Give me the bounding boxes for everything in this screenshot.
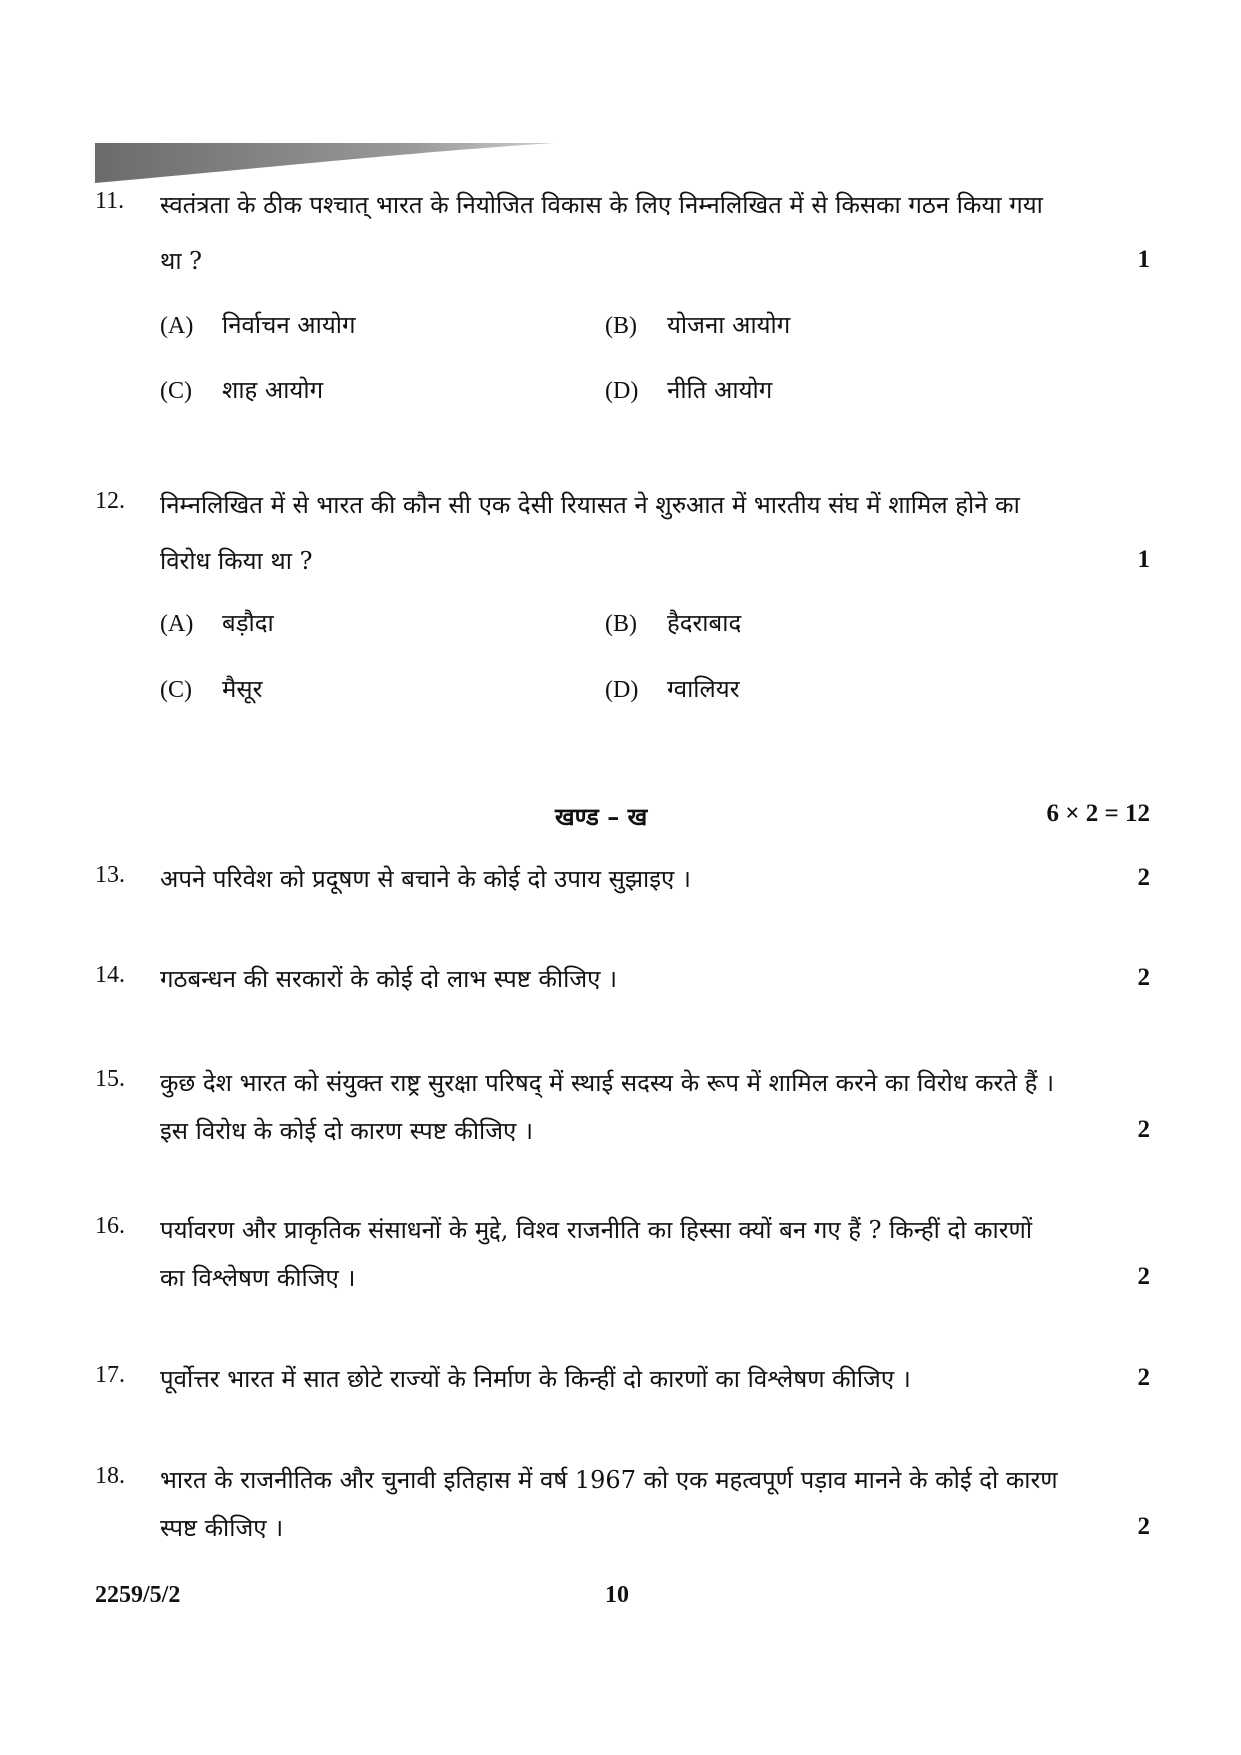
page-number: 10 [605, 1582, 629, 1608]
question-marks: 2 [1137, 1263, 1150, 1290]
question-number: 16. [95, 1213, 125, 1239]
paper-code: 2259/5/2 [95, 1582, 181, 1608]
question-number: 13. [95, 862, 125, 888]
question-marks: 1 [1137, 546, 1150, 573]
question-number: 12. [95, 488, 125, 514]
question-marks: 2 [1137, 864, 1150, 891]
section-title: खण्ड – ख [555, 802, 648, 831]
question-text-line-1: अपने परिवेश को प्रदूषण से बचाने के कोई दो उपाय सुझाइए । [160, 865, 691, 893]
question-text-line-1: पूर्वोत्तर भारत में सात छोटे राज्यों के निर्माण के किन्हीं दो कारणों का विश्लेषण कीजिए । [160, 1365, 911, 1393]
option-b: (B) हैदराबाद [605, 609, 742, 637]
question-text-line-2: था ? [160, 247, 203, 275]
question-text-line-2: का विश्लेषण कीजिए । [160, 1264, 356, 1292]
question-text-line-1: कुछ देश भारत को संयुक्त राष्ट्र सुरक्षा परिषद् में स्थाई सदस्य के रूप में शामिल करने का विरोध करते हैं । [160, 1069, 1055, 1097]
question-marks: 2 [1137, 964, 1150, 991]
option-b: (B) योजना आयोग [605, 311, 791, 339]
question-number: 11. [95, 188, 125, 214]
question-marks: 2 [1137, 1116, 1150, 1143]
question-text-line-1: भारत के राजनीतिक और चुनावी इतिहास में वर्ष 1967 को एक महत्वपूर्ण पड़ाव मानने के कोई दो कारण [160, 1466, 1058, 1494]
question-marks: 2 [1137, 1513, 1150, 1540]
question-text-line-1: गठबन्धन की सरकारों के कोई दो लाभ स्पष्ट कीजिए । [160, 965, 618, 993]
question-number: 18. [95, 1463, 125, 1489]
question-number: 17. [95, 1362, 125, 1388]
option-d: (D) नीति आयोग [605, 376, 773, 404]
question-text-line-2: स्पष्ट कीजिए । [160, 1514, 284, 1542]
question-text-line-1: निम्नलिखित में से भारत की कौन सी एक देसी रियासत ने शुरुआत में भारतीय संघ में शामिल होने का [160, 491, 1020, 519]
header-decorative-bar [95, 143, 555, 183]
question-text-line-2: विरोध किया था ? [160, 547, 313, 575]
option-c: (C) मैसूर [160, 675, 263, 703]
option-d: (D) ग्वालियर [605, 675, 740, 703]
question-number: 14. [95, 962, 125, 988]
option-a: (A) बड़ौदा [160, 609, 274, 637]
question-marks: 2 [1137, 1364, 1150, 1391]
question-text-line-2: इस विरोध के कोई दो कारण स्पष्ट कीजिए । [160, 1117, 534, 1145]
option-a: (A) निर्वाचन आयोग [160, 311, 356, 339]
question-marks: 1 [1137, 246, 1150, 273]
question-text-line-1: पर्यावरण और प्राकृतिक संसाधनों के मुद्दे, विश्व राजनीति का हिस्सा क्यों बन गए हैं ? किन्हीं दो कारणों [160, 1216, 1033, 1244]
question-text-line-1: स्वतंत्रता के ठीक पश्चात् भारत के नियोजित विकास के लिए निम्नलिखित में से किसका गठन किया गया [160, 191, 1043, 219]
question-number: 15. [95, 1066, 125, 1092]
option-c: (C) शाह आयोग [160, 376, 324, 404]
section-marks: 6 × 2 = 12 [1046, 800, 1150, 827]
